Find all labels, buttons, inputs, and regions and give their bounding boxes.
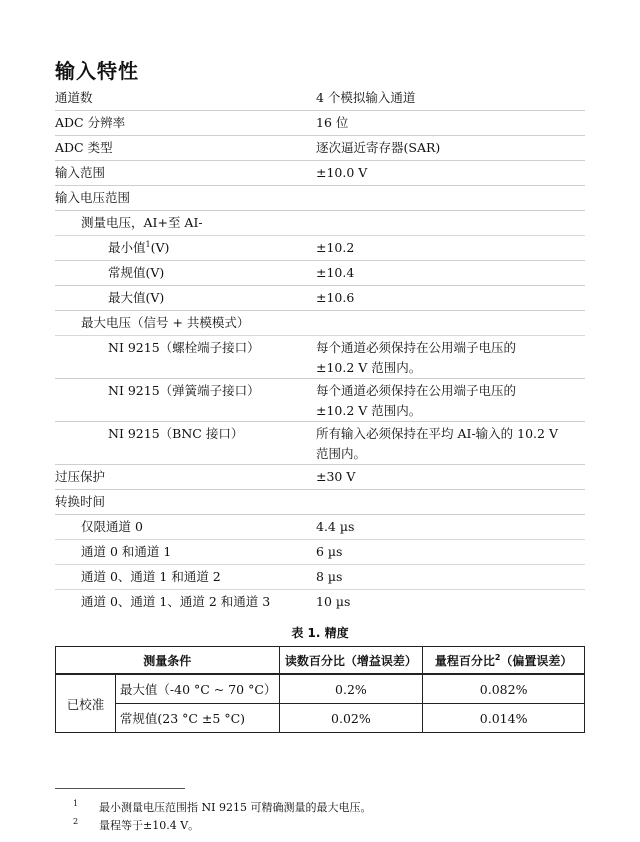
table-row	[56, 704, 585, 733]
spec-value-line: 每个通道必须保持在公用端子电压的	[316, 383, 517, 398]
table-header-row	[56, 647, 585, 675]
spec-label: 输入范围	[55, 165, 106, 180]
spec-label: ADC 分辨率	[55, 115, 126, 130]
group-label: 已校准	[56, 674, 116, 733]
spec-label: ADC 类型	[55, 140, 113, 155]
spec-label: 最大值(V)	[108, 290, 165, 305]
spec-row	[55, 311, 585, 336]
spec-value	[316, 424, 584, 464]
section-title: 输入特性	[55, 59, 139, 83]
footnote-divider	[55, 788, 185, 789]
spec-value: 4 个模拟输入通道	[316, 90, 416, 105]
spec-label: NI 9215（螺栓端子接口）	[108, 340, 260, 355]
spec-value-line: 所有输入必须保持在平均 AI-输入的 10.2 V	[316, 426, 558, 441]
spec-label: 通道 0 和通道 1	[81, 544, 172, 559]
spec-row	[55, 490, 585, 515]
spec-row	[55, 565, 585, 590]
table-cell-range: 0.082%	[423, 674, 585, 704]
spec-row	[55, 336, 585, 379]
spec-label: 测量电压，AI+至 AI-	[81, 215, 203, 230]
spec-row	[55, 540, 585, 565]
table-cell-condition: 常规值(23 °C ±5 °C)	[115, 704, 279, 733]
spec-row	[55, 236, 585, 261]
footnote-ref: 1	[145, 239, 151, 249]
footnote-ref: 2	[494, 652, 501, 662]
spec-value-line: ±10.2 V 范围内。	[316, 403, 422, 418]
header-reading: 读数百分比（增益误差）	[279, 647, 423, 675]
footnote-text: 量程等于±10.4 V。	[99, 819, 200, 832]
spec-row	[55, 161, 585, 186]
table-row	[56, 674, 585, 704]
spec-value	[316, 381, 584, 421]
spec-value: 10 µs	[316, 594, 351, 609]
spec-label: 通道 0、通道 1 和通道 2	[81, 569, 221, 584]
spec-row	[55, 136, 585, 161]
footnote-text: 最小测量电压范围指 NI 9215 可精确测量的最大电压。	[99, 801, 372, 814]
spec-label-suffix: (V)	[150, 240, 170, 255]
spec-value-line: ±10.2 V 范围内。	[316, 360, 422, 375]
footnote-number: 1	[73, 799, 79, 808]
spec-value: 4.4 µs	[316, 519, 355, 534]
spec-value: ±30 V	[316, 469, 356, 484]
spec-label: 过压保护	[55, 469, 106, 484]
header-range-label: 量程百分比	[434, 653, 495, 668]
spec-row	[55, 186, 585, 211]
footnote	[55, 817, 199, 833]
spec-row	[55, 211, 585, 236]
spec-row	[55, 86, 585, 111]
spec-value: ±10.4	[316, 265, 355, 280]
spec-label: 转换时间	[55, 494, 106, 509]
spec-row	[55, 590, 585, 614]
table-cell-reading: 0.02%	[279, 704, 423, 733]
footnote	[55, 799, 371, 815]
spec-row	[55, 422, 585, 465]
spec-value: 8 µs	[316, 569, 343, 584]
spec-value	[316, 338, 584, 378]
spec-row	[55, 465, 585, 490]
header-condition: 测量条件	[56, 647, 280, 675]
spec-label: 通道数	[55, 90, 93, 105]
footnote-number: 2	[73, 817, 79, 826]
accuracy-table	[55, 646, 585, 733]
spec-value: ±10.2	[316, 240, 355, 255]
spec-value: 逐次逼近寄存器(SAR)	[316, 140, 441, 155]
table-cell-range: 0.014%	[423, 704, 585, 733]
spec-row	[55, 111, 585, 136]
spec-row	[55, 515, 585, 540]
spec-value: ±10.0 V	[316, 165, 368, 180]
spec-value-line: 每个通道必须保持在公用端子电压的	[316, 340, 517, 355]
table-caption: 表 1. 精度	[291, 626, 349, 640]
table-cell-reading: 0.2%	[279, 674, 423, 704]
spec-label: 仅限通道 0	[81, 519, 143, 534]
spec-list	[55, 86, 585, 614]
spec-label: 常规值(V)	[108, 265, 165, 280]
spec-label: 最小值	[108, 240, 146, 255]
header-range	[423, 647, 585, 675]
spec-value: 6 µs	[316, 544, 343, 559]
spec-value: ±10.6	[316, 290, 355, 305]
spec-row	[55, 261, 585, 286]
spec-label: 通道 0、通道 1、通道 2 和通道 3	[81, 594, 271, 609]
spec-label-group	[108, 238, 169, 258]
spec-label: 输入电压范围	[55, 190, 131, 205]
spec-label: NI 9215（弹簧端子接口）	[108, 383, 260, 398]
spec-row	[55, 286, 585, 311]
spec-value: 16 位	[316, 115, 349, 130]
table-cell-condition: 最大值（-40 °C ~ 70 °C）	[115, 674, 279, 704]
spec-label: NI 9215（BNC 接口）	[108, 426, 244, 441]
header-range-suffix: （偏置误差）	[500, 653, 573, 668]
spec-label: 最大电压（信号 + 共模模式）	[81, 315, 250, 330]
spec-row	[55, 379, 585, 422]
spec-value-line: 范围内。	[316, 446, 367, 461]
